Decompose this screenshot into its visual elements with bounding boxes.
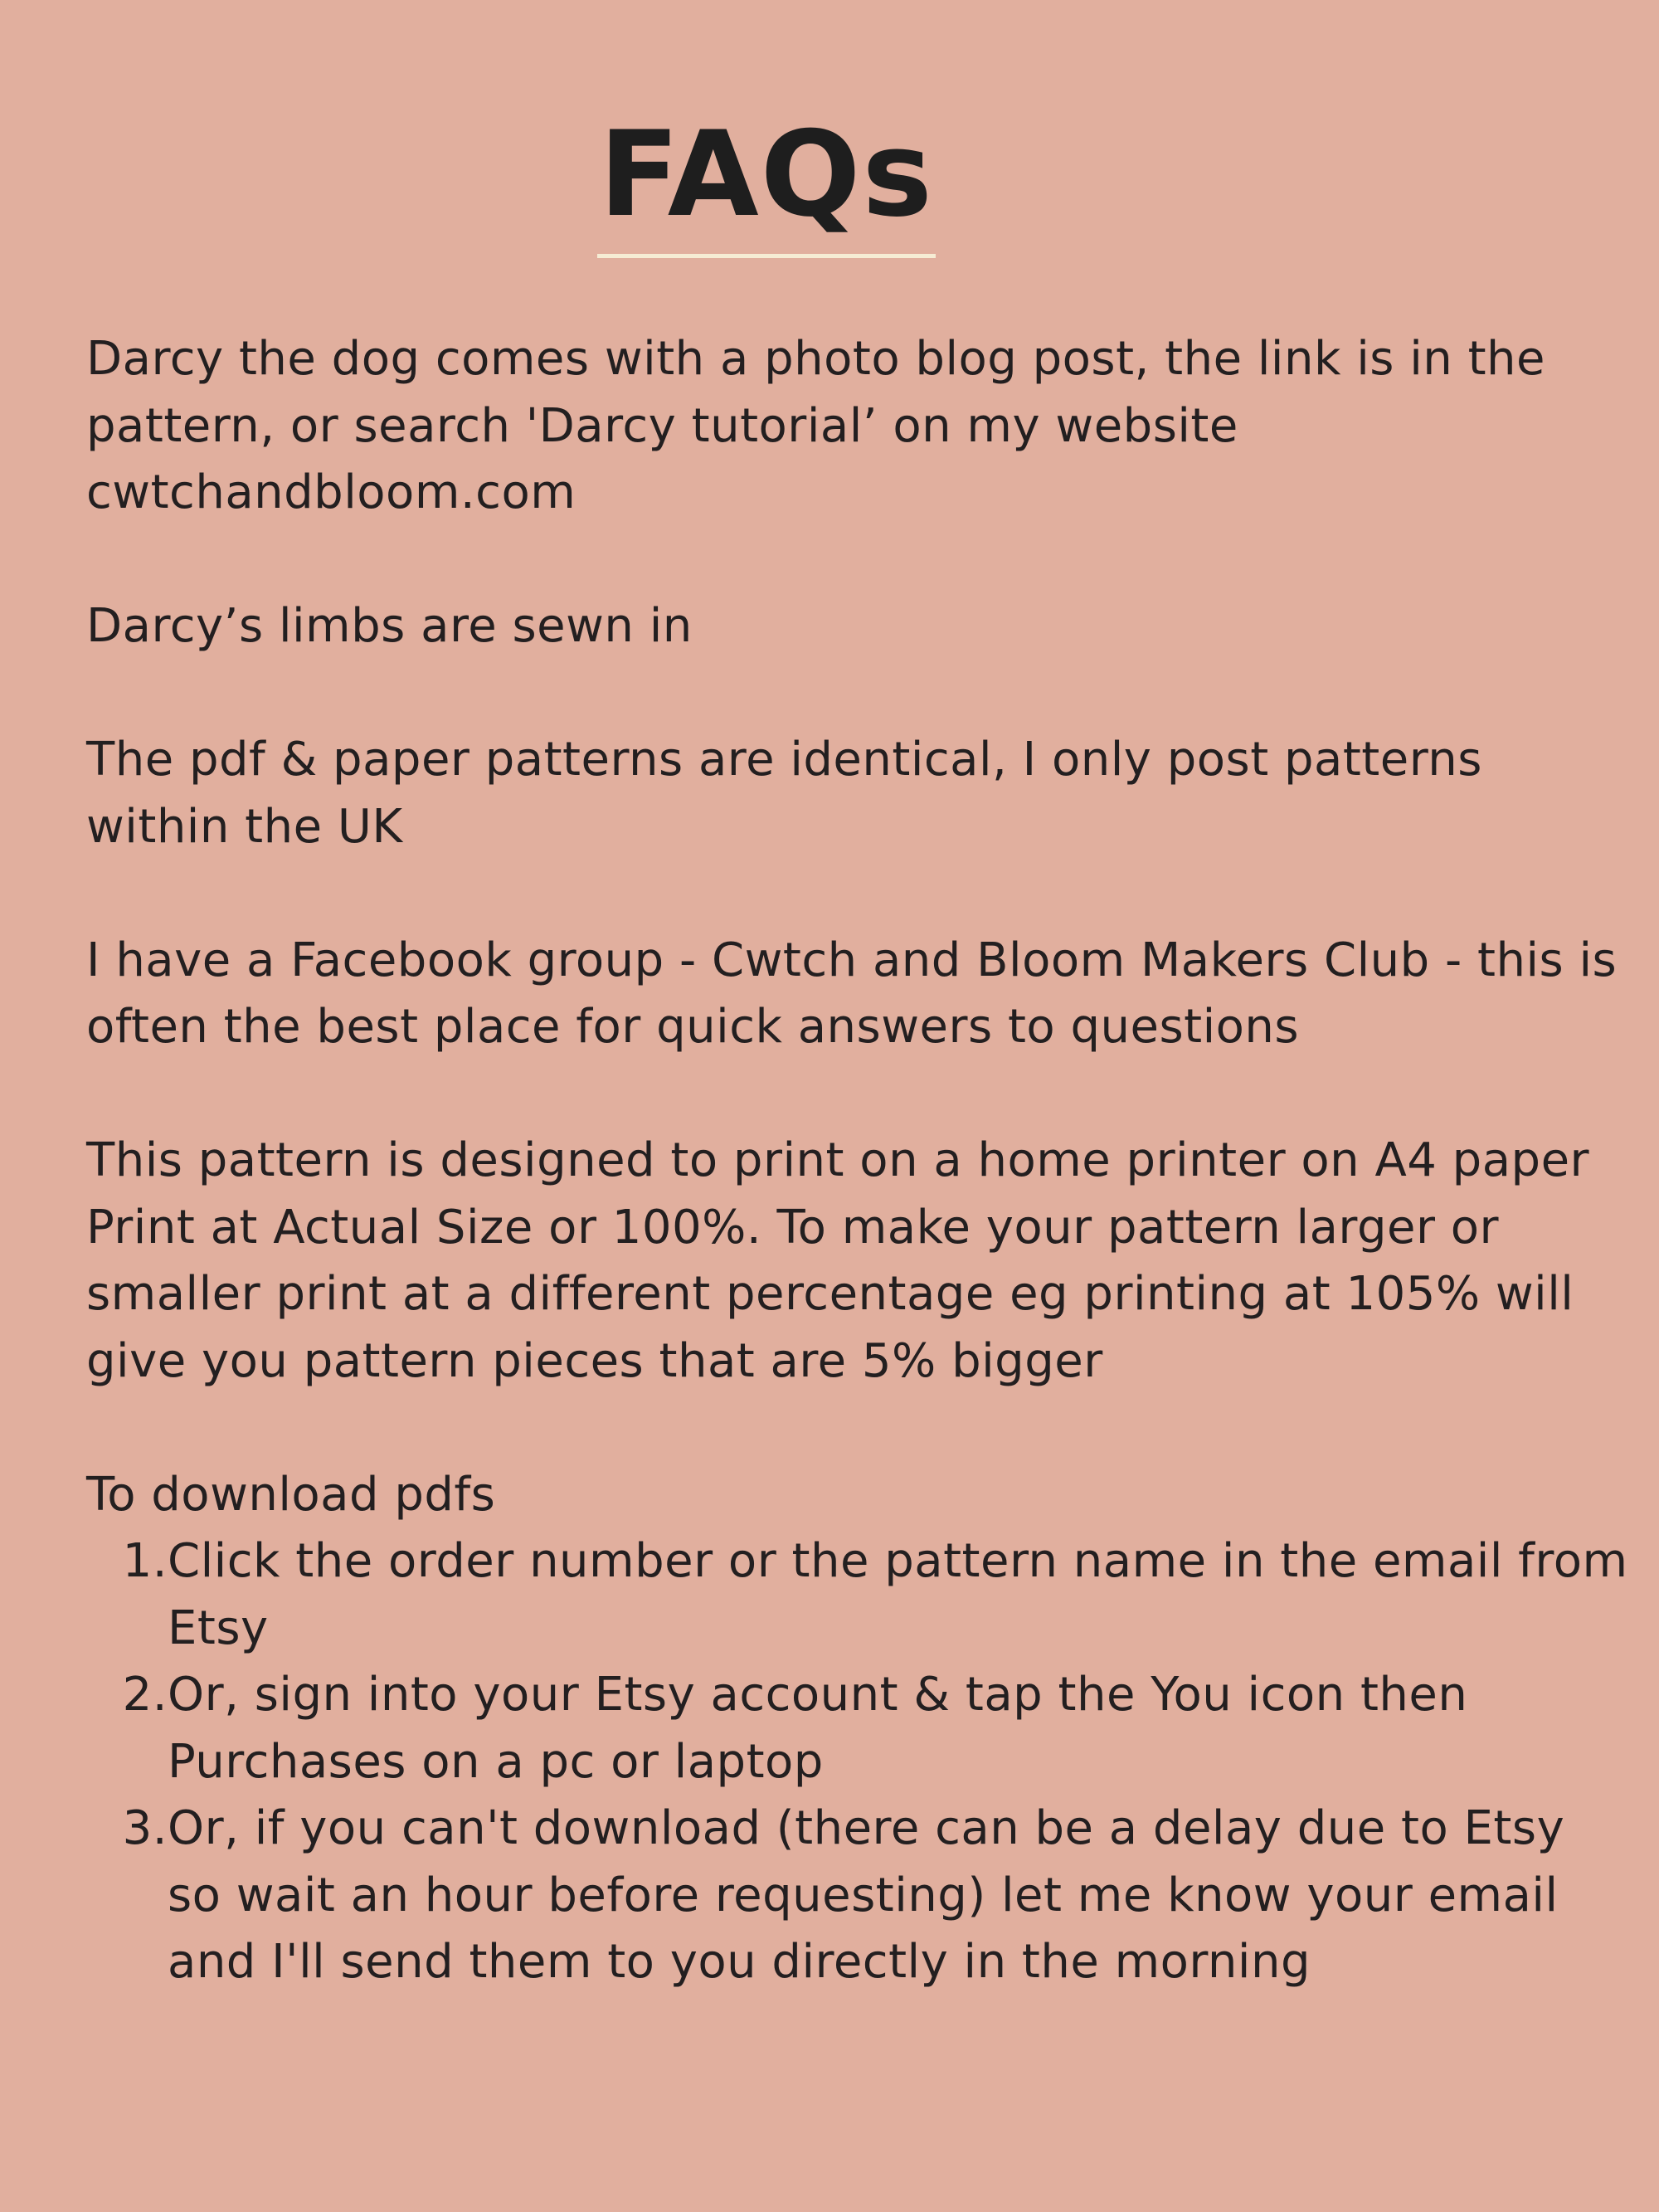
download-heading: To download pdfs [86,1467,496,1522]
faq-facebook-group: I have a Facebook group - Cwtch and Bloom Makers Club - this is often the best place for quick answers to questions [86,933,1618,1054]
page-title: FAQs [599,106,934,243]
download-step [86,1795,1629,1996]
faq-pdf-paper: The pdf & paper patterns are identical, I only post patterns within the UK [86,733,1482,854]
title-underline [597,254,936,258]
faq-content [86,326,1629,1996]
download-steps [86,1528,1629,1996]
faq-blog-post: Darcy the dog comes with a photo blog post, the link is in the pattern, or search 'Darcy tutorial’ on my website cwtchandbloom.com [86,332,1545,519]
faq-printing: This pattern is designed to print on a home printer on A4 paper Print at Actual Size or 100%. To make your pattern larger or smaller print at a different percentage eg printing at 105% will give you pattern pieces that are 5% bigger [86,1133,1590,1388]
step-number: 3. [122,1801,168,1855]
step-text: Or, sign into your Etsy account & tap the You icon then Purchases on a pc or laptop [168,1668,1468,1789]
step-number: 1. [122,1534,168,1588]
step-text: Or, if you can't download (there can be a delay due to Etsy so wait an hour before requesting) let me know your email and I'll send them to you directly in the morning [168,1801,1565,1989]
step-number: 2. [122,1668,168,1722]
step-text: Click the order number or the pattern name in the email from Etsy [168,1534,1628,1655]
download-step [86,1528,1629,1662]
faq-limbs: Darcy’s limbs are sewn in [86,599,693,653]
download-step [86,1662,1629,1795]
